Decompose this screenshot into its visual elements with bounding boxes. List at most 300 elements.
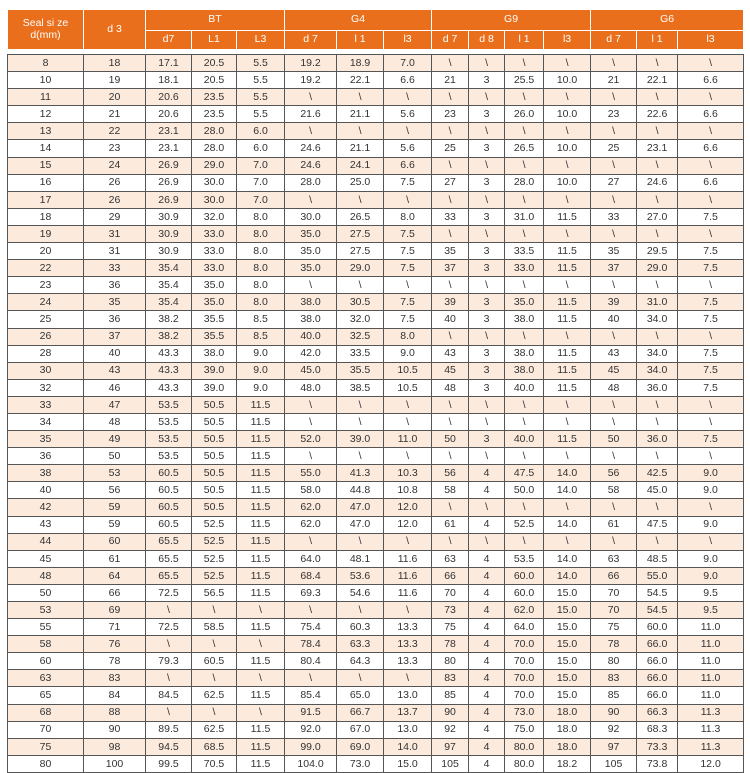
table-cell: 3	[469, 243, 505, 260]
table-cell: 43.3	[146, 379, 192, 396]
table-cell: 3	[469, 106, 505, 123]
table-cell: 52.5	[192, 567, 237, 584]
table-cell: \	[544, 89, 591, 106]
table-cell: 66.0	[637, 653, 678, 670]
table-cell: 3	[469, 260, 505, 277]
table-row	[8, 225, 744, 242]
table-cell: 11.5	[237, 567, 285, 584]
table-cell: 3	[469, 208, 505, 225]
table-cell: \	[384, 602, 432, 619]
table-cell: 6.6	[678, 72, 744, 89]
table-cell: 62.5	[192, 687, 237, 704]
table-cell: 29.0	[192, 157, 237, 174]
table-cell: 90	[432, 704, 469, 721]
table-cell: 11.5	[237, 721, 285, 738]
table-cell: 45	[8, 550, 84, 567]
table-cell: 40.0	[505, 379, 544, 396]
table-row	[8, 106, 744, 123]
table-cell: 70	[432, 584, 469, 601]
table-cell: \	[285, 277, 337, 294]
table-row	[8, 721, 744, 738]
table-cell: \	[505, 191, 544, 208]
table-cell: 63	[8, 670, 84, 687]
g4-d7-header: d 7	[285, 31, 337, 50]
table-cell: 92	[591, 721, 637, 738]
table-cell: 26.0	[505, 106, 544, 123]
group-header-g9: G9	[432, 10, 591, 31]
table-cell: 43	[591, 345, 637, 362]
table-cell: 92	[432, 721, 469, 738]
table-cell: 80	[591, 653, 637, 670]
table-cell: 23	[591, 106, 637, 123]
table-cell: 48.1	[337, 550, 384, 567]
table-cell: 36	[8, 448, 84, 465]
table-cell: 30	[8, 362, 84, 379]
table-cell: 5.5	[237, 55, 285, 72]
table-cell: 25	[432, 140, 469, 157]
table-cell: 40.0	[505, 431, 544, 448]
table-cell: \	[337, 396, 384, 413]
seal-size-unit: d(mm)	[30, 28, 61, 41]
table-cell: 50.5	[192, 465, 237, 482]
table-cell: 45.0	[637, 482, 678, 499]
table-cell: 23.5	[192, 89, 237, 106]
table-cell: 33	[84, 260, 146, 277]
table-cell: 38.0	[285, 294, 337, 311]
table-cell: 20.6	[146, 106, 192, 123]
table-cell: 6.6	[678, 174, 744, 191]
table-cell: 24	[8, 294, 84, 311]
table-cell: 66.0	[637, 670, 678, 687]
table-cell: 16	[8, 174, 84, 191]
table-row	[8, 687, 744, 704]
table-cell: 8.0	[237, 225, 285, 242]
table-cell: 84	[84, 687, 146, 704]
table-cell: 11.5	[237, 465, 285, 482]
table-cell: \	[146, 602, 192, 619]
table-cell: 55.0	[285, 465, 337, 482]
table-cell: 11.6	[384, 584, 432, 601]
table-cell: \	[469, 123, 505, 140]
table-cell: 54.5	[637, 584, 678, 601]
table-cell: \	[637, 191, 678, 208]
table-row	[8, 157, 744, 174]
table-cell: \	[237, 636, 285, 653]
table-cell: 62.5	[192, 721, 237, 738]
table-cell: \	[469, 396, 505, 413]
table-cell: 11.0	[678, 653, 744, 670]
table-cell: 80.4	[285, 653, 337, 670]
table-cell: 11.5	[544, 431, 591, 448]
table-cell: 10.0	[544, 140, 591, 157]
table-cell: 33.0	[192, 243, 237, 260]
table-cell: 29.5	[637, 243, 678, 260]
table-cell: 39.0	[337, 431, 384, 448]
table-cell: \	[469, 413, 505, 430]
table-cell: \	[285, 602, 337, 619]
table-cell: 32	[8, 379, 84, 396]
table-cell: \	[591, 225, 637, 242]
table-cell: \	[469, 328, 505, 345]
table-cell: 33	[8, 396, 84, 413]
table-cell: 48	[84, 413, 146, 430]
table-cell: 61	[591, 516, 637, 533]
table-cell: 4	[469, 755, 505, 772]
table-cell: 4	[469, 602, 505, 619]
table-cell: 27.5	[337, 225, 384, 242]
table-cell: \	[591, 123, 637, 140]
table-cell: 40.0	[285, 328, 337, 345]
table-cell: 50.0	[505, 482, 544, 499]
table-cell: 30.0	[285, 208, 337, 225]
table-cell: 99.5	[146, 755, 192, 772]
table-cell: 11.5	[237, 619, 285, 636]
table-cell: 43	[8, 516, 84, 533]
table-cell: 33.0	[505, 260, 544, 277]
table-cell: 20.6	[146, 89, 192, 106]
table-cell: 68.4	[285, 567, 337, 584]
table-cell: 11.5	[237, 396, 285, 413]
table-cell: 24.1	[337, 157, 384, 174]
table-cell: \	[544, 55, 591, 72]
table-cell: \	[637, 89, 678, 106]
table-row	[8, 123, 744, 140]
table-cell: \	[678, 89, 744, 106]
table-cell: 11.5	[237, 482, 285, 499]
table-cell: 5.5	[237, 72, 285, 89]
table-cell: \	[591, 396, 637, 413]
table-cell: 7.5	[678, 294, 744, 311]
table-row	[8, 755, 744, 772]
table-cell: 83	[84, 670, 146, 687]
table-row	[8, 670, 744, 687]
table-cell: 14.0	[544, 516, 591, 533]
table-cell: 26.9	[146, 157, 192, 174]
table-cell: 70.0	[505, 670, 544, 687]
table-cell: 53.5	[146, 448, 192, 465]
table-cell: 26	[84, 191, 146, 208]
table-cell: 62.0	[285, 499, 337, 516]
table-row	[8, 499, 744, 516]
table-cell: 35.4	[146, 294, 192, 311]
table-cell: \	[505, 413, 544, 430]
table-cell: 38.0	[285, 311, 337, 328]
table-cell: 83	[432, 670, 469, 687]
table-cell: 11.6	[384, 550, 432, 567]
table-cell: 21.1	[337, 140, 384, 157]
table-cell: 30.5	[337, 294, 384, 311]
table-cell: 72.5	[146, 584, 192, 601]
table-cell: 17.1	[146, 55, 192, 72]
table-cell: \	[384, 191, 432, 208]
table-cell: \	[637, 328, 678, 345]
table-row	[8, 448, 744, 465]
table-cell: 58.5	[192, 619, 237, 636]
table-cell: 5.6	[384, 140, 432, 157]
table-cell: \	[678, 225, 744, 242]
table-cell: 47.5	[505, 465, 544, 482]
table-cell: 66.3	[637, 704, 678, 721]
g4-l3-header: l3	[384, 31, 432, 50]
table-cell: 27.0	[637, 208, 678, 225]
table-cell: 52.5	[192, 516, 237, 533]
table-cell: \	[469, 157, 505, 174]
table-cell: 26.5	[505, 140, 544, 157]
g9-d7-header: d 7	[432, 31, 469, 50]
table-cell: 26.5	[337, 208, 384, 225]
table-cell: 52.5	[505, 516, 544, 533]
table-cell: 15.0	[544, 602, 591, 619]
table-cell: 11.3	[678, 721, 744, 738]
table-cell: 7.5	[384, 294, 432, 311]
table-cell: 9.0	[237, 345, 285, 362]
table-cell: 78	[432, 636, 469, 653]
table-cell: 6.6	[678, 106, 744, 123]
table-cell: \	[591, 499, 637, 516]
table-cell: 11.5	[544, 379, 591, 396]
table-cell: 68.3	[637, 721, 678, 738]
table-cell: 35.0	[192, 294, 237, 311]
table-cell: 18.2	[544, 755, 591, 772]
table-cell: 31	[84, 243, 146, 260]
table-cell: 94.5	[146, 738, 192, 755]
table-cell: 38	[8, 465, 84, 482]
table-cell: 23.5	[192, 106, 237, 123]
table-cell: 53	[8, 602, 84, 619]
table-cell: \	[544, 123, 591, 140]
table-cell: 12.0	[384, 516, 432, 533]
table-cell: 53.5	[146, 396, 192, 413]
table-cell: \	[678, 191, 744, 208]
table-cell: 69	[84, 602, 146, 619]
table-cell: \	[337, 89, 384, 106]
table-cell: \	[544, 277, 591, 294]
table-cell: 33.5	[337, 345, 384, 362]
table-cell: \	[637, 533, 678, 550]
table-row	[8, 345, 744, 362]
table-cell: 11.0	[678, 619, 744, 636]
table-cell: 60.5	[146, 465, 192, 482]
table-cell: 11.0	[678, 670, 744, 687]
table-cell: 70	[591, 602, 637, 619]
table-cell: 43	[84, 362, 146, 379]
table-cell: 70.0	[505, 636, 544, 653]
table-cell: 33.0	[192, 225, 237, 242]
table-cell: 44	[8, 533, 84, 550]
table-row	[8, 72, 744, 89]
table-cell: \	[544, 157, 591, 174]
table-cell: 21.6	[285, 106, 337, 123]
table-cell: 59	[84, 516, 146, 533]
table-cell: 7.5	[678, 260, 744, 277]
table-cell: \	[544, 499, 591, 516]
table-cell: 11.3	[678, 738, 744, 755]
table-cell: 10.3	[384, 465, 432, 482]
table-cell: \	[146, 636, 192, 653]
table-cell: 63.3	[337, 636, 384, 653]
table-cell: 7.0	[237, 157, 285, 174]
table-row	[8, 260, 744, 277]
table-cell: 4	[469, 670, 505, 687]
table-cell: 38.0	[505, 311, 544, 328]
table-cell: 30.0	[192, 174, 237, 191]
table-cell: 27	[432, 174, 469, 191]
table-cell: \	[384, 396, 432, 413]
table-cell: 97	[591, 738, 637, 755]
table-cell: \	[432, 157, 469, 174]
table-cell: 48	[591, 379, 637, 396]
table-cell: 50	[432, 431, 469, 448]
table-cell: 35.5	[192, 328, 237, 345]
table-cell: 56	[591, 465, 637, 482]
table-cell: 9.5	[678, 584, 744, 601]
table-cell: \	[432, 55, 469, 72]
table-cell: 23	[84, 140, 146, 157]
table-cell: 38.2	[146, 311, 192, 328]
table-cell: \	[384, 448, 432, 465]
table-row	[8, 636, 744, 653]
table-cell: 56	[432, 465, 469, 482]
table-cell: 11.5	[237, 533, 285, 550]
table-cell: 3	[469, 362, 505, 379]
table-cell: \	[591, 277, 637, 294]
table-cell: 3	[469, 140, 505, 157]
table-cell: 85	[432, 687, 469, 704]
table-cell: 4	[469, 721, 505, 738]
table-cell: 78	[591, 636, 637, 653]
table-cell: 36	[84, 277, 146, 294]
table-cell: 70.5	[192, 755, 237, 772]
table-cell: \	[337, 413, 384, 430]
table-cell: \	[337, 277, 384, 294]
table-cell: \	[146, 670, 192, 687]
table-cell: 58	[8, 636, 84, 653]
table-cell: 37	[432, 260, 469, 277]
table-cell: \	[337, 670, 384, 687]
table-cell: \	[469, 89, 505, 106]
table-cell: 39.0	[192, 379, 237, 396]
table-cell: \	[505, 328, 544, 345]
table-cell: 65.0	[337, 687, 384, 704]
table-cell: 47.0	[337, 499, 384, 516]
table-cell: 7.5	[678, 243, 744, 260]
table-cell: \	[384, 123, 432, 140]
table-cell: 8.0	[237, 277, 285, 294]
table-cell: 66	[432, 567, 469, 584]
table-cell: 50	[84, 448, 146, 465]
table-cell: 3	[469, 311, 505, 328]
table-cell: \	[432, 328, 469, 345]
table-cell: \	[432, 89, 469, 106]
table-cell: 28.0	[285, 174, 337, 191]
table-cell: 65.5	[146, 567, 192, 584]
table-cell: 3	[469, 431, 505, 448]
table-cell: 28	[8, 345, 84, 362]
table-cell: 26.9	[146, 174, 192, 191]
table-cell: 75.4	[285, 619, 337, 636]
table-cell: 38.2	[146, 328, 192, 345]
table-cell: 33.5	[505, 243, 544, 260]
table-cell: 52.0	[285, 431, 337, 448]
table-cell: 37	[84, 328, 146, 345]
table-cell: 50	[591, 431, 637, 448]
table-row	[8, 413, 744, 430]
table-cell: 35	[591, 243, 637, 260]
table-cell: 70	[591, 584, 637, 601]
table-cell: 30.9	[146, 225, 192, 242]
table-cell: 18	[84, 55, 146, 72]
table-cell: 78.4	[285, 636, 337, 653]
table-cell: 11.5	[237, 550, 285, 567]
table-cell: 97	[432, 738, 469, 755]
table-cell: 64.3	[337, 653, 384, 670]
table-cell: 52.5	[192, 550, 237, 567]
table-cell: \	[505, 55, 544, 72]
table-cell: 50.5	[192, 499, 237, 516]
table-cell: 9.5	[678, 602, 744, 619]
g6-l1-header: l 1	[637, 31, 678, 50]
table-cell: 11.3	[678, 704, 744, 721]
table-cell: \	[637, 157, 678, 174]
table-cell: \	[591, 89, 637, 106]
table-cell: 67.0	[337, 721, 384, 738]
table-header	[8, 10, 744, 55]
table-cell: 7.0	[237, 191, 285, 208]
table-cell: 7.5	[678, 345, 744, 362]
table-cell: 7.0	[384, 55, 432, 72]
dimension-table	[7, 9, 744, 773]
table-cell: \	[146, 704, 192, 721]
table-cell: 8.0	[237, 243, 285, 260]
table-cell: 7.5	[678, 379, 744, 396]
table-cell: 98	[84, 738, 146, 755]
table-cell: 70.0	[505, 687, 544, 704]
table-cell: 18	[8, 208, 84, 225]
table-cell: \	[544, 191, 591, 208]
table-cell: 48	[432, 379, 469, 396]
table-row	[8, 533, 744, 550]
table-cell: 7.5	[384, 225, 432, 242]
group-header-g6: G6	[591, 10, 744, 31]
table-cell: 43.3	[146, 362, 192, 379]
table-cell: \	[678, 533, 744, 550]
table-cell: 34	[8, 413, 84, 430]
table-cell: 35.0	[505, 294, 544, 311]
table-cell: 85	[591, 687, 637, 704]
table-row	[8, 294, 744, 311]
table-cell: 64	[84, 567, 146, 584]
table-cell: 11.5	[237, 516, 285, 533]
table-cell: 20	[84, 89, 146, 106]
table-cell: \	[432, 396, 469, 413]
table-cell: \	[285, 533, 337, 550]
table-row	[8, 174, 744, 191]
table-cell: \	[637, 396, 678, 413]
table-cell: 4	[469, 516, 505, 533]
table-cell: \	[637, 499, 678, 516]
g9-l1-header: l 1	[505, 31, 544, 50]
table-cell: 7.5	[678, 208, 744, 225]
table-cell: 39	[432, 294, 469, 311]
table-cell: \	[237, 704, 285, 721]
table-row	[8, 208, 744, 225]
table-cell: 19	[84, 72, 146, 89]
table-cell: \	[469, 533, 505, 550]
table-cell: 7.0	[237, 174, 285, 191]
table-cell: 35.4	[146, 277, 192, 294]
table-cell: 4	[469, 482, 505, 499]
table-cell: \	[469, 277, 505, 294]
